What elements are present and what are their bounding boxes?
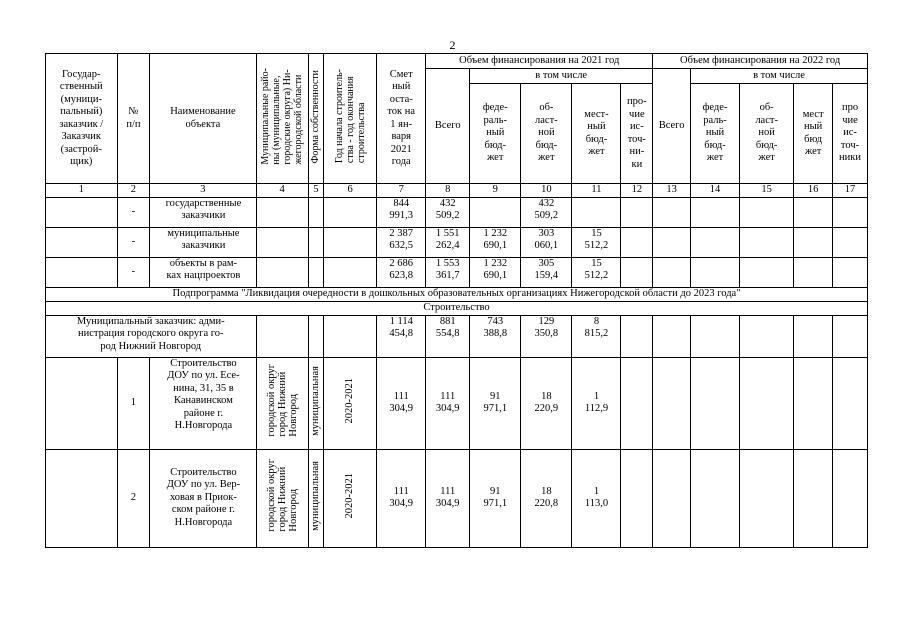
row-num: 2 <box>117 449 150 547</box>
cell-total-2021: 432 509,2 <box>426 197 470 227</box>
header-federal-2021: феде- раль- ный бюд- жет <box>470 84 521 184</box>
header-local-2022: мест ный бюд жет <box>794 84 833 184</box>
cell-municipality: городской округ город Нижний Новгород <box>256 449 308 547</box>
column-number: 9 <box>470 184 521 198</box>
cell-federal-2021: 743 388,8 <box>470 315 521 357</box>
row-name: Строительство ДОУ по ул. Вер- ховая в Приок- ском районе г. Н.Новгорода <box>150 449 256 547</box>
cell-federal-2021: 91 971,1 <box>470 449 521 547</box>
cell-total-2021: 881 554,8 <box>426 315 470 357</box>
header-years: Год начала строитель- ства - год окончания строительства <box>324 54 377 184</box>
column-numbers-row <box>46 184 868 198</box>
column-number: 10 <box>521 184 572 198</box>
header-ownership: Форма собственности <box>308 54 323 184</box>
header-municipality: Муниципальные райо- ны (муниципальные, городские округа) Ни- жегородской области <box>256 54 308 184</box>
header-regional-2021: об- ласт- ной бюд- жет <box>521 84 572 184</box>
table-row <box>46 197 868 227</box>
cell-regional-2021: 18 220,8 <box>521 449 572 547</box>
column-number: 8 <box>426 184 470 198</box>
cell-total-2021: 111 304,9 <box>426 357 470 449</box>
cell-federal-2021: 1 232 690,1 <box>470 227 521 257</box>
header-total-2021: Всего <box>426 69 470 184</box>
cell-local-2021: 1 112,9 <box>572 357 621 449</box>
cell-local-2021: 15 512,2 <box>572 227 621 257</box>
cell-regional-2021: 432 509,2 <box>521 197 572 227</box>
cell-federal-2021 <box>470 197 521 227</box>
column-number: 7 <box>377 184 426 198</box>
cell-regional-2021: 305 159,4 <box>521 257 572 287</box>
cell-estimate: 111 304,9 <box>377 449 426 547</box>
cell-years: 2020-2021 <box>324 449 377 547</box>
table-row <box>46 357 868 449</box>
cell-total-2021: 111 304,9 <box>426 449 470 547</box>
cell-regional-2021: 129 350,8 <box>521 315 572 357</box>
cell-estimate: 2 387 632,5 <box>377 227 426 257</box>
cell-local-2021: 1 113,0 <box>572 449 621 547</box>
row-num: 1 <box>117 357 150 449</box>
financing-table <box>45 53 868 548</box>
header-including-2022: в том числе <box>691 69 868 84</box>
header-num: № п/п <box>117 54 150 184</box>
header-including-2021: в том числе <box>470 69 653 84</box>
cell-ownership: муниципальная <box>308 357 323 449</box>
section-title: Строительство <box>46 301 868 315</box>
cell-municipality: городской округ город Нижний Новгород <box>256 357 308 449</box>
cell-estimate: 2 686 623,8 <box>377 257 426 287</box>
table-row <box>46 227 868 257</box>
cell-regional-2021: 303 060,1 <box>521 227 572 257</box>
cell-estimate: 1 114 454,8 <box>377 315 426 357</box>
column-number: 3 <box>150 184 256 198</box>
column-number: 6 <box>324 184 377 198</box>
header-regional-2022: об- ласт- ной бюд- жет <box>740 84 794 184</box>
column-number: 11 <box>572 184 621 198</box>
header-object-name: Наименование объекта <box>150 54 256 184</box>
column-number: 5 <box>308 184 323 198</box>
header-other-2021: про- чие ис- точ- ни- ки <box>621 84 653 184</box>
row-num: - <box>117 227 150 257</box>
row-name: государственные заказчики <box>150 197 256 227</box>
column-number: 13 <box>653 184 691 198</box>
column-number: 15 <box>740 184 794 198</box>
customer-row <box>46 315 868 357</box>
table-row <box>46 449 868 547</box>
cell-estimate: 844 991,3 <box>377 197 426 227</box>
customer-name: Муниципальный заказчик: адми- нистрация городского округа го- род Нижний Новгород <box>46 315 257 357</box>
cell-regional-2021: 18 220,9 <box>521 357 572 449</box>
header-estimate-balance: Смет ный оста- ток на 1 ян- варя 2021 года <box>377 54 426 184</box>
cell-local-2021: 15 512,2 <box>572 257 621 287</box>
page-number: 2 <box>449 38 456 52</box>
header-customer: Государ- ственный (муници- пальный) заказчик / Заказчик (застрой- щик) <box>46 54 118 184</box>
cell-federal-2021: 1 232 690,1 <box>470 257 521 287</box>
header-federal-2022: феде- раль- ный бюд- жет <box>691 84 740 184</box>
column-number: 2 <box>117 184 150 198</box>
column-number: 17 <box>833 184 868 198</box>
header-local-2021: мест- ный бюд- жет <box>572 84 621 184</box>
column-number: 14 <box>691 184 740 198</box>
cell-local-2021: 8 815,2 <box>572 315 621 357</box>
row-name: муниципальные заказчики <box>150 227 256 257</box>
header-fin-2022: Объем финансирования на 2022 год <box>653 54 868 69</box>
column-number: 4 <box>256 184 308 198</box>
row-num: - <box>117 197 150 227</box>
cell-ownership: муниципальная <box>308 449 323 547</box>
table-row <box>46 257 868 287</box>
cell-years: 2020-2021 <box>324 357 377 449</box>
header-fin-2021: Объем финансирования на 2021 год <box>426 54 653 69</box>
row-name: Строительство ДОУ по ул. Есе- нина, 31, 35 в Канавинском районе г. Н.Новгорода <box>150 357 256 449</box>
column-number: 16 <box>794 184 833 198</box>
header-other-2022: про чие ис- точ- ники <box>833 84 868 184</box>
subprogram-title: Подпрограмма "Ликвидация очередности в дошкольных образовательных организациях Нижегородской области до 2023 года" <box>46 287 868 301</box>
row-num: - <box>117 257 150 287</box>
header-total-2022: Всего <box>653 69 691 184</box>
cell-total-2021: 1 551 262,4 <box>426 227 470 257</box>
cell-total-2021: 1 553 361,7 <box>426 257 470 287</box>
column-number: 1 <box>46 184 118 198</box>
column-number: 12 <box>621 184 653 198</box>
cell-estimate: 111 304,9 <box>377 357 426 449</box>
cell-federal-2021: 91 971,1 <box>470 357 521 449</box>
row-name: объекты в рам- ках нацпроектов <box>150 257 256 287</box>
cell-local-2021 <box>572 197 621 227</box>
